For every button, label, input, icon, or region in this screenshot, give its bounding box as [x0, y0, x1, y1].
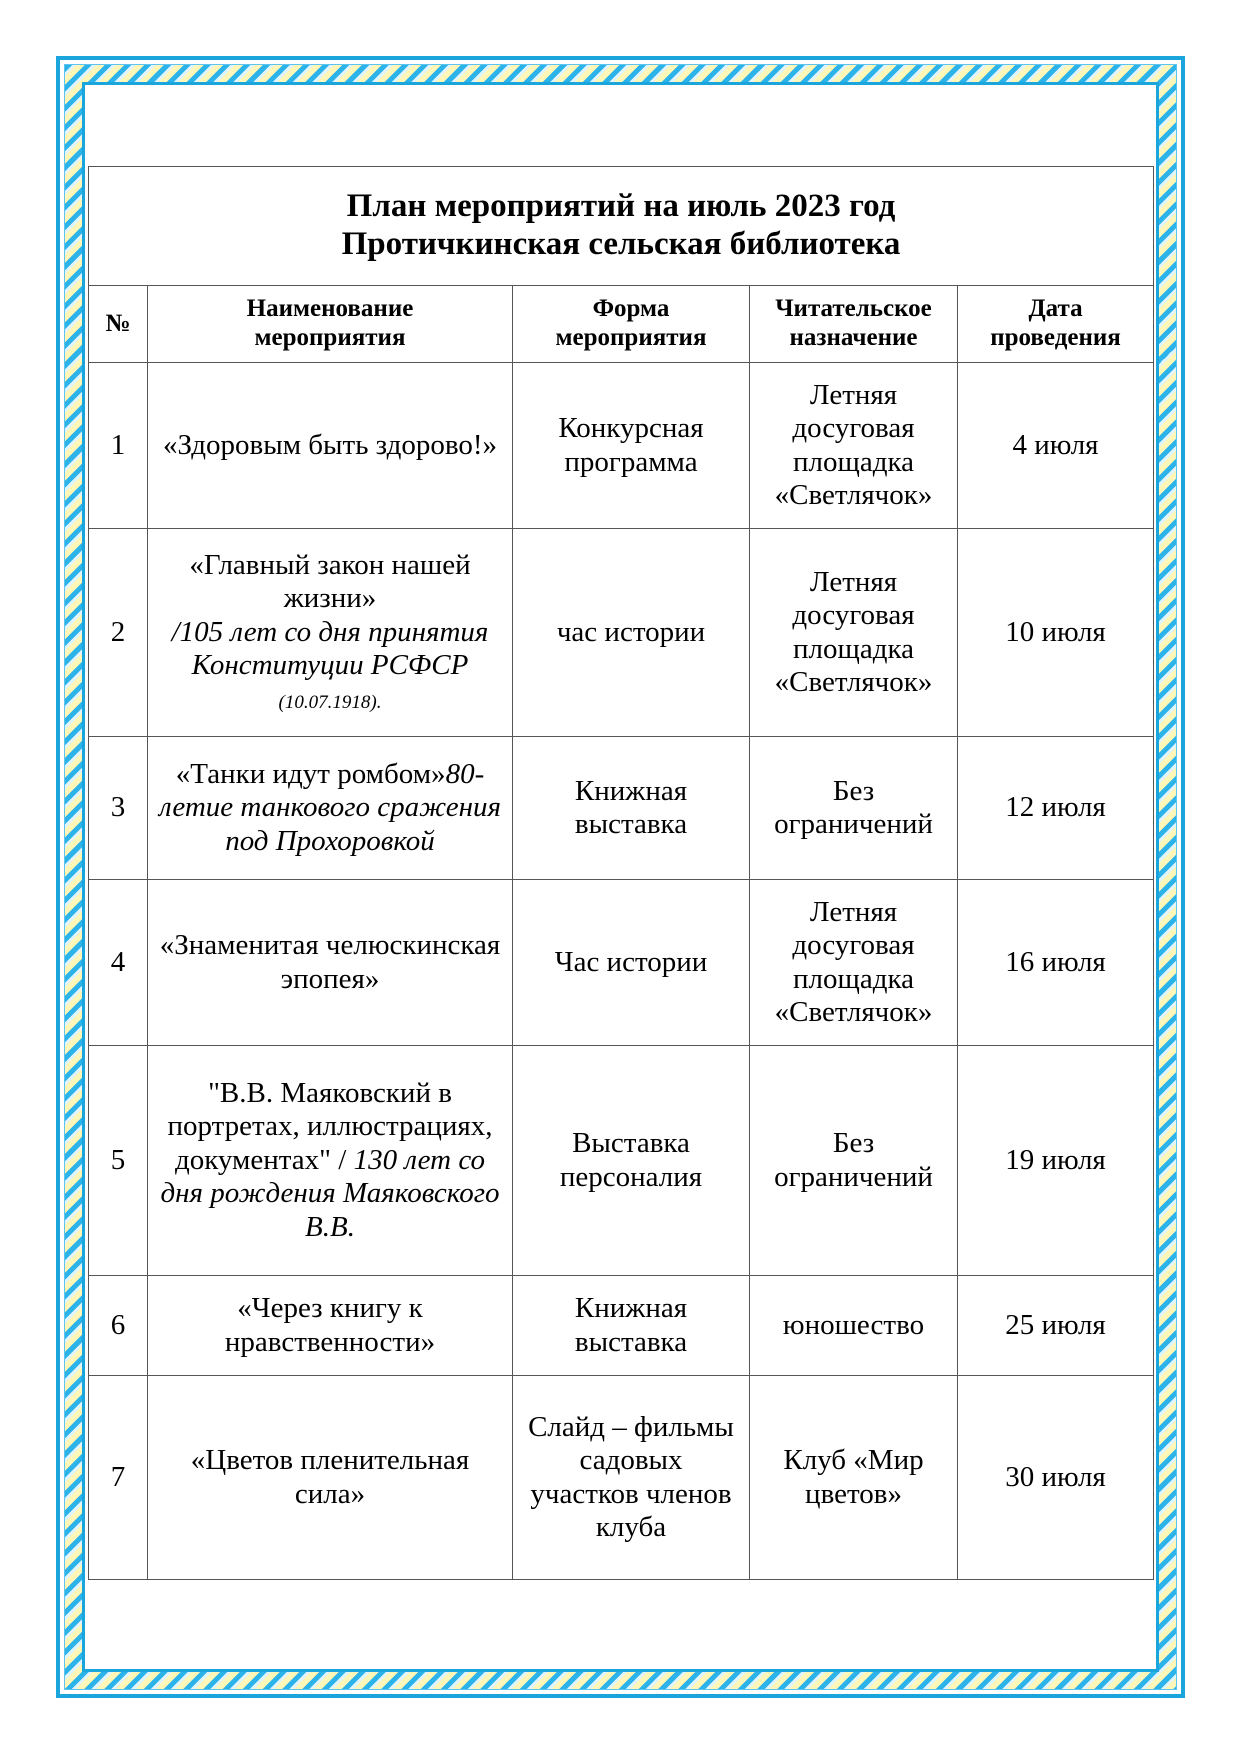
event-title: «Знаменитая челюскинская эпопея» [159, 929, 501, 995]
header-row [89, 286, 1154, 363]
event-audience: Летняя досуговая площадка «Светлячок» [750, 363, 958, 529]
event-name [148, 1376, 513, 1580]
event-date: 19 июля [958, 1046, 1154, 1276]
event-audience: Клуб «Мир цветов» [750, 1376, 958, 1580]
event-title: «Главный закон нашей жизни» [189, 549, 471, 615]
header-name [148, 286, 513, 363]
event-subtitle: 80-летие танкового сражения под Прохоровкой [158, 757, 502, 857]
header-date-line2: проведения [990, 324, 1121, 351]
row-number: 1 [89, 363, 148, 529]
event-date: 25 июля [958, 1276, 1154, 1376]
event-form: Слайд – фильмы садовых участков членов клуба [513, 1376, 750, 1580]
event-name [148, 529, 513, 737]
event-name [148, 363, 513, 529]
header-name-line1: Наименование [246, 295, 414, 323]
event-form: Час истории [513, 880, 750, 1046]
event-title: "В.В. Маяковский в портретах, иллюстрациях, документах" / [167, 1077, 493, 1176]
event-form: Выставка персоналия [513, 1046, 750, 1276]
header-form-line2: мероприятия [555, 324, 707, 351]
event-name [148, 1046, 513, 1276]
page-title: План мероприятий на июль 2023 год [346, 188, 896, 225]
table-row [89, 737, 1154, 880]
header-num: № [89, 286, 148, 363]
event-subtitle: /105 лет со дня принятия Конституции РСФСР [171, 615, 489, 682]
event-date: 4 июля [958, 363, 1154, 529]
row-number: 4 [89, 880, 148, 1046]
event-audience: Без ограничений [750, 737, 958, 880]
table-row [89, 363, 1154, 529]
event-title: «Цветов пленительная сила» [190, 1444, 470, 1510]
table-row [89, 1046, 1154, 1276]
header-date [958, 286, 1154, 363]
event-form: Книжная выставка [513, 1276, 750, 1376]
event-audience: Летняя досуговая площадка «Светлячок» [750, 880, 958, 1046]
header-audience-line1: Читательское [775, 295, 932, 323]
event-audience: Летняя досуговая площадка «Светлячок» [750, 529, 958, 737]
event-name [148, 1276, 513, 1376]
row-number: 7 [89, 1376, 148, 1580]
header-audience [750, 286, 958, 363]
row-number: 3 [89, 737, 148, 880]
event-title: «Через книгу к нравственности» [224, 1292, 436, 1358]
header-name-line2: мероприятия [254, 324, 406, 351]
header-form [513, 286, 750, 363]
header-form-line1: Форма [592, 295, 670, 323]
event-name [148, 880, 513, 1046]
table-row [89, 880, 1154, 1046]
event-audience: юношество [750, 1276, 958, 1376]
row-number: 2 [89, 529, 148, 737]
event-title: «Танки идут ромбом» [175, 757, 446, 790]
header-audience-line2: назначение [789, 324, 918, 351]
table-title [89, 167, 1154, 286]
event-form: Конкурсная программа [513, 363, 750, 529]
event-name [148, 737, 513, 880]
table-row [89, 529, 1154, 737]
table-row [89, 1376, 1154, 1580]
row-number: 6 [89, 1276, 148, 1376]
library-name: Протичкинская сельская библиотека [341, 226, 901, 262]
event-date: 30 июля [958, 1376, 1154, 1580]
event-date-note: (10.07.1918). [278, 691, 382, 713]
event-date: 10 июля [958, 529, 1154, 737]
event-audience: Без ограничений [750, 1046, 958, 1276]
event-date: 12 июля [958, 737, 1154, 880]
event-form: Книжная выставка [513, 737, 750, 880]
event-form: час истории [513, 529, 750, 737]
event-subtitle: 130 лет со дня рождения Маяковского В.В. [160, 1143, 500, 1243]
table-row [89, 1276, 1154, 1376]
events-plan-table [88, 166, 1154, 1580]
header-date-line1: Дата [1028, 295, 1083, 323]
event-date: 16 июля [958, 880, 1154, 1046]
event-title: «Здоровым быть здорово!» [162, 428, 498, 461]
row-number: 5 [89, 1046, 148, 1276]
